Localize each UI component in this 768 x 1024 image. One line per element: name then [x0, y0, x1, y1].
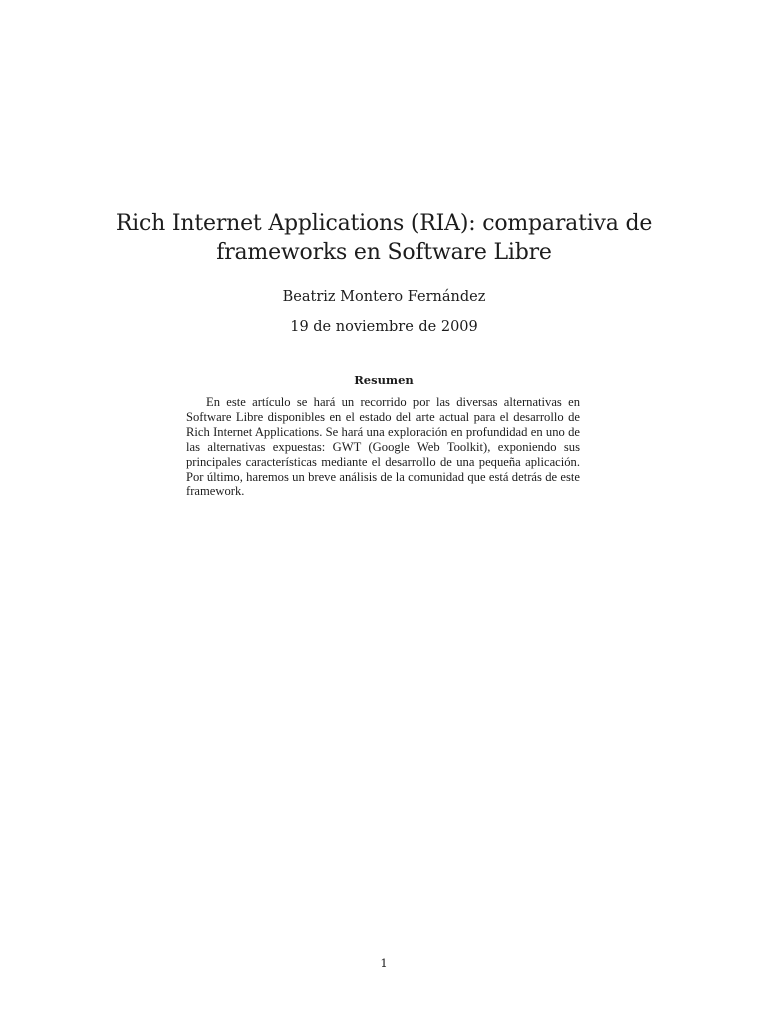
abstract-text: En este artículo se hará un recorrido por las diversas alternativas en Software Libre disponibles en el estado del arte actual para el desarrollo de Rich Internet Applications. Se hará una exploración en profundidad en uno de las alternativas expuestas: GWT (Google Web Toolkit), exponiendo sus principales características mediante el desarrollo de una pequeña aplicación. Por último, haremos un breve análisis de la comunidad que está detrás de este framework.: [186, 395, 580, 499]
page-number: 1: [380, 956, 388, 970]
paper-title-line-2: frameworks en Software Libre: [216, 240, 552, 265]
paper-title: [0, 209, 768, 267]
paper-author: Beatriz Montero Fernández: [282, 289, 486, 305]
paper-title-line-1: Rich Internet Applications (RIA): comparativa de: [115, 211, 653, 236]
abstract-heading: Resumen: [354, 373, 414, 387]
paper-date: 19 de noviembre de 2009: [290, 319, 478, 335]
